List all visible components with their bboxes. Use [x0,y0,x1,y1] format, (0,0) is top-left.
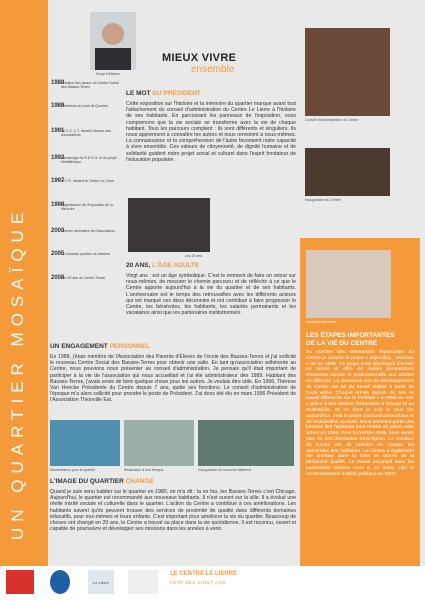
president-portrait [90,12,136,70]
timeline-text: Premier animateur de l'Association [61,229,115,233]
timeline-year: 1997 [51,178,65,184]
timeline-item [51,228,121,233]
timeline-year: 1998 [51,202,65,208]
footer-title: LE CENTRE LE LIERRE [170,571,238,577]
timeline-year: 1988 [51,80,65,86]
timeline-text: Le nouveau quartier se dessine [61,252,110,256]
vertical-title: UN QUARTIER MOSAÏQUE [8,206,27,540]
photo-caption: Réalisation d'une fresque [124,468,164,472]
logo-partner [128,570,158,594]
photo-strip-2 [124,420,194,466]
stages-text: Au nombre des orientations importantes du Centre je compte le projet « objectif(s) : insertion » né en 1995. Ce projet s'est développé d'année en année et offre de réelles perspectives d'insertion sociale et professionnelle aux adultes en difficulté. Le deuxième axe de développement du Centre est né du travail réalisé à partir de l'outil vidéo. Chaque année depuis dix ans ce travail débouche sur le Festival « le Réel en Vue » grâce à des ateliers d'éducation à l'image et au multimédia. Et ce dont je suis le plus fier aujourd'hui, c'est le projet d'accueil périscolaire et de restauration scolaire. Nous sommes partis des besoins des habitants pour mettre en place cette action en 1999. Pour la rentrée 2008, nous avons plus de 160 demandes d'inscription. La vocation du Centre est de prendre en compte les demandes des habitants. Le Centre a également été pionnier dans la mise en œuvre de la démarche qualité. Le travail accompli avec les partenaires sociaux nous a, en outre, valu la reconnaissance d'utilité publique en 2007. [306,350,414,477]
timeline-year: 1992 [51,155,65,161]
president-text: Cette exposition sur l'histoire et la mémoire du quartier marque avant tout l'attachement du conseil d'administration du Centre Le Lierre à l'histoire de ses habitants. En parcourant les panneaux de l'exposition, nous comprenons que la vie sociale se transforme avec la vie de chaque habitant. Tous les parcours comptent : ils sont différents et singuliers. Ils nous apprennent à connaître les autres et nous renvoient à nous-mêmes. La connaissance et la compréhension de l'autre favorisent notre capacité à vivre ensemble. Ces valeurs de citoyenneté, de dignité humaine et de solidarité guident notre projet social et culturel dans l'esprit fondateur de l'éducation populaire. [126,101,296,163]
photo-inauguration [305,148,390,196]
timeline-year: 2005 [51,251,65,257]
timeline-text: Démarrage du R.E.S.O. et du projet Médiathèque [61,156,117,164]
timeline-text: Le C.S. C.T. devient Maison des Associations [61,129,111,137]
section-title: UN ENGAGEMENT PERSONNEL [50,343,151,350]
timeline-item [51,128,121,137]
timeline-text: Création des locaux du Centre Social des Basses-Terres [61,81,119,89]
timeline-year: 1989 [51,103,65,109]
section-title: LES ÉTAPES IMPORTANTES [306,332,395,339]
timeline-item [51,80,121,89]
photo-youth [306,250,391,318]
photo-caption: Les 20 ans [185,254,203,258]
footer-subtitle: FÊTE SES VINGT ANS [170,580,226,585]
timeline-year: 1991 [51,128,65,134]
section-title: 20 ANS, L'ÂGE ADULTE [126,262,200,269]
photo-anniversary [128,198,210,252]
timeline-text: Ouverture du local de Quartier [61,104,109,108]
photo-strip-3 [198,420,294,466]
anniversary-text: Vingt ans : est un âge symbolique. C'est le moment de faire un retour sur nous-mêmes, de mesurer le chemin parcouru et de réfléchir à ce que le Centre apporte aujourd'hui à la vie du quartier et de ses habitants. L'anniversaire est le temps des retrouvailles avec les différents acteurs qui ont marqué ces deux décennies et ont contribué à faire progresser le Centre, les bénévoles, les habitants, les salariés permanents et les vacataires ainsi que les partenaires institutionnels. [126,273,296,317]
photo-caption: Inauguration du nouveau bâtiment [198,468,252,472]
portrait-caption: Serge Dellenes [96,72,120,76]
photo-caption: Inauguration du Centre [305,198,341,202]
timeline-text: Le T.R. devient le Centre Le Lierre [61,179,115,183]
section-title: LE MOT DU PRÉSIDENT [126,90,201,97]
timeline-item [51,103,121,108]
timeline-item [51,275,121,280]
timeline-item [51,178,121,183]
logo-le-lierre: Le Lierre [88,570,114,594]
quartier-text: Quand je suis venu habiter sur le quartier en 1980, on m'a dit : tu es fou, les Basses-Terres c'est Chicago. Aujourd'hui, le quartier est recommandé aux nouveaux habitants. Il n'est ouvert sur la ville. Il a évolué une réelle mixité sociale et culturelle dans le quartier. L'action du Centre a contribué à ces améliorations. Les habitants savent qu'ils peuvent trouver des services de proximité de qualité dans différents domaines éducatifs, pour eux-mêmes et leurs enfants. C'est important pour améliorer la vie du quartier. Beaucoup de choses ont changé en 20 ans, le Centre a trouvé sa place dans la vie quotidienne. Il est reconnu, ouvert et capable de poursuivre et développer ses missions dans les années à venir. [50,489,296,533]
photo-council [305,28,390,116]
timeline-item [51,251,121,256]
timeline-text: Organisation de l'Exposition de la Mémoire [61,203,113,211]
photo-caption: Animation jeunesse [306,320,337,324]
photo-strip-1 [50,420,120,466]
section-subtitle: DE LA VIE DU CENTRE [306,340,378,347]
engagement-text: En 1988, j'étais membre de l'Association des Parents d'Élèves de l'école des Basses-Terres et j'ai sollicité le nouveau Centre Social des Basses-Terres pour obtenir une salle. En tant qu'association adhérente au Centre, nous pouvions nous présenter au conseil d'administration. Je pensais qu'il était important de participer à la vie de l'association qui nous accueillait et j'ai été administrateur dès 1989. Habitant des Basses-Terres, j'avais envie de faire quelque chose pour les autres. Je voulais être utile. En 1996, Thérèse Van Hoecke Présidente du Centre depuis 7 ans, quitte ses fonctions. Le conseil d'administration de l'époque m'a alors sollicité pour prendre le poste de Président. J'ai donc été élu en mars 1996 Président de l'Association Thionville Est. [50,354,296,404]
page-title: MIEUX VIVRE [162,52,237,64]
page-subtitle: ensemble [191,64,235,75]
logo-ville [6,570,34,594]
photo-caption: Manifestation pour le quartier [50,468,96,472]
timeline-item [51,202,121,211]
section-title: L'IMAGE DU QUARTIER CHANGE [50,478,154,485]
photo-caption: Conseil d'administration du Centre [305,118,359,122]
timeline-item [51,155,121,164]
timeline-year: 2003 [51,228,65,234]
timeline-year: 2008 [51,275,65,281]
logo-20-ans [50,570,70,594]
timeline-text: Les 20 ans du Centre Social [61,276,105,280]
